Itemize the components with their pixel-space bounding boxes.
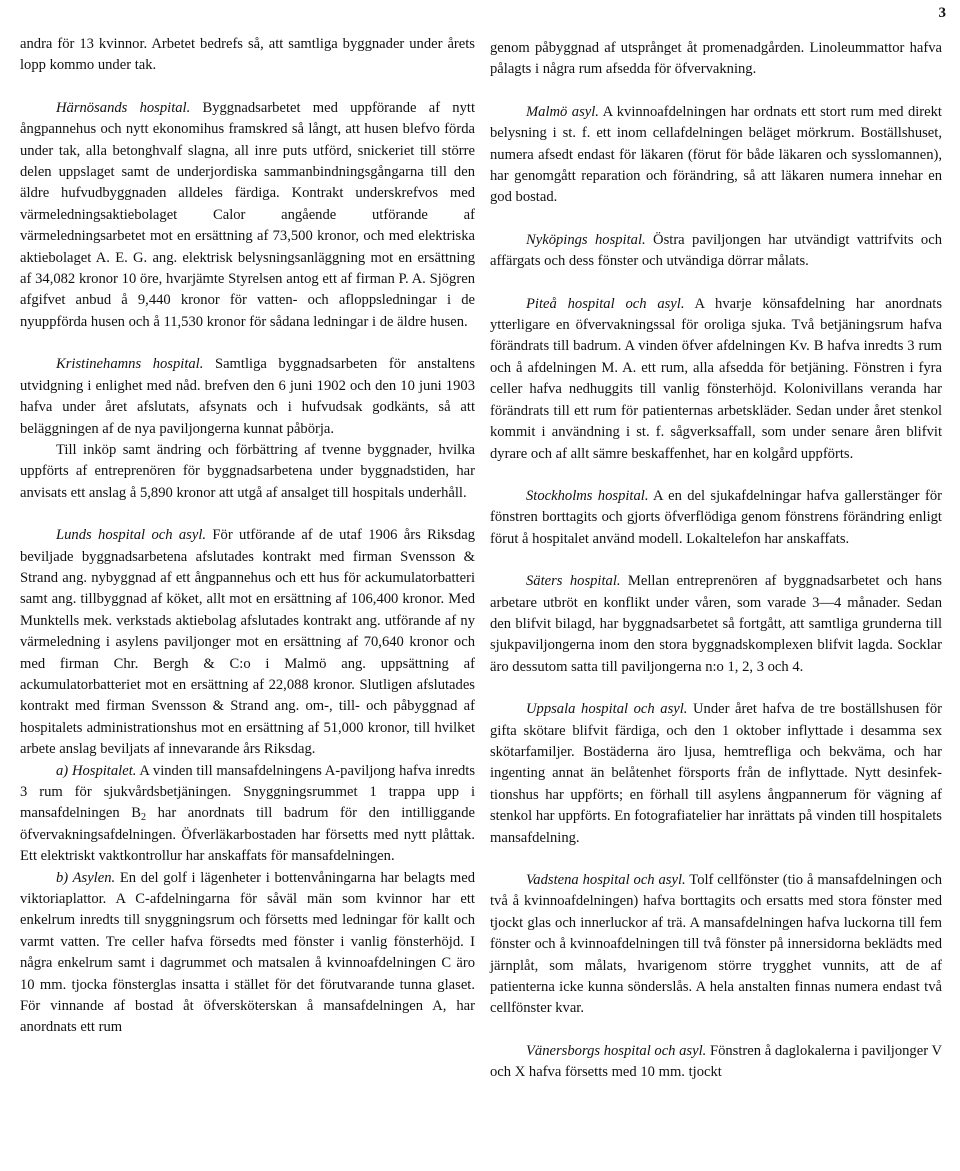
section-heading: Vadstena hospital och asyl.: [526, 872, 686, 888]
page-number: 3: [938, 5, 946, 21]
section-heading: Lunds hospital och asyl.: [56, 527, 207, 544]
section-heading: b) Asylen.: [56, 869, 116, 886]
paragraph-text: Tolf cellfönster (tio å mansafdelningen och två å kvinnoafdelningen) hafva borttagits och ersatts med stora fönster med tjockt glas och innerluckor af trä. A mansafdelningen hafva luckorna till fem fönster och å kvinnoafdelningen till två fönster på innersidorna beklädts med järnplåt, som målats, hvarigenom större trygghet vunnits, att de af patienterna icke kunna sönderslås. A hela anstalten finnas numera endast två cellfönster kvar.: [490, 872, 942, 1017]
paragraph-text: A kvinnoafdelningen har ordnats ett stort rum med direkt belysning i st. f. ett inom cellafdelningen beläget mörkrum. Boställshuset, numera afsedt endast för läkaren (förut för både läkaren och sysslomannen), har genomgått reparation och förändring, så att läkaren numera innehar en god bostad.: [490, 103, 942, 206]
section-heading: Kristinehamns hospital.: [56, 356, 204, 373]
paragraph-text: Under året hafva de tre boställshusen för gifta skötare blifvit färdiga, och den 1 oktober inflyttade i desamma sex skötarfamiljer. Bostäderna äro ljusa, hemtrefliga och bekväma, och har ingenting annat än belåtenhet försports från de inflyttade. Nytt desinfektionshus har uppförts; en förhall till asylens ångpannerum för vägning af stenkol har uppförts. En fotografiatelier har inrättats på vinden till hospitalets mansafdelning.: [490, 701, 942, 846]
paragraph-text: För utförande af de utaf 1906 års Riksdag beviljade byggnadsarbetena afslutades kontrakt med firman Svensson & Strand ang. nybyggnad af ett ångpannehus och ett hus för ackumulatorbatteri samt ang. tillbyggnad af köket, allt mot en ersättning af 106,400 kronor. Med Munktells mek. verkstads aktiebolag afslutades kontrakt ang. utförande af ny värmeledning i asylens paviljonger mot en ersättning af 70,640 kronor och med firman Chr. Bergh & C:o i Malmö ang. uppsättning af ackumulatorbatteriet mot en ersättning af 22,088 kronor. Slutligen afslutades kontrakt med firman Svensson & Strand ang. om-, till- och påbyggnad af hospitalets administrationshus mot en ersättning af 51,000 kronor, till hvilket arbete anslag beviljats af innevarande års Riksdag.: [20, 527, 476, 758]
paragraph-text: andra för 13 kvinnor. Arbetet bedrefs så, att samtliga byggnader under årets lopp kommo under tak.: [20, 36, 475, 74]
paragraph-text: har anordnats till badrum för den intilliggande öfvervakningsafdelningen. Öfverläkarbostaden har försetts med nytt plåttak. Ett elektriskt vaktkontrollur har anskaffats för mansafdelningen.: [20, 805, 476, 865]
section-heading: Piteå hospital och asyl.: [526, 295, 685, 312]
paragraph-p7: [20, 868, 475, 1039]
paragraph-r2: [490, 102, 942, 209]
section-heading: Härnösands hospital.: [56, 99, 191, 116]
paragraph-text: A en del sjukafdelningar hafva gallerstänger för fönstren borttagits och gjorts öfverflödiga genom fönstrens förändring enligt förut å hospitalet använd modell. Lokaltelefon har anskaffats.: [490, 487, 942, 547]
subscript: 2: [141, 812, 146, 824]
paragraph-p5: [20, 525, 475, 760]
paragraph-p4: [20, 440, 475, 504]
paragraph-p3: [20, 354, 475, 440]
paragraph-text: Mellan entreprenören af byggnadsarbetet och hans arbetare utbröt en konflikt under våren, som varade 3—4 månader. Sedan den blifvit bilagd, har byggnadsarbetet så fortgått, att samtliga grunderna till sjukpaviljongerna inom den stora byggnadskomplexen blifvit lagda. Socklar äro dessutom satta till paviljongerna n:o 1, 2, 3 och 4.: [490, 573, 942, 675]
paragraph-text: Östra paviljongen har utvändigt vattrifvits och affärgats och dess fönster och utvändiga dörrar målats.: [490, 231, 942, 270]
paragraph-text: A hvarje könsafdelning har anordnats ytterligare en öfvervakningssal för oroliga sjuka. Två betjäningsrum hafva förändrats till badrum. A vinden öfver afdelningen Kv. B hafva inredts 3 rum och å afdelningen M. A. ett rum, alla afsedda för betjäning. Fönstren i fyra celler hafva nedhuggits till vanlig fönsterhöjd. Kolonivillans veranda har förändrats till ett rum för patienternas arbetskläder. Sedan under året stenkol kommit i användning i st. f. sågverksaffall, som under senare åren blifvit dyrare och af allt sämre beskaffenhet, har en kolgård uppförts.: [490, 295, 942, 462]
paragraph-r5: [490, 486, 942, 550]
paragraph-r9: [490, 1041, 942, 1084]
right-column: [490, 38, 942, 1084]
paragraph-text: Samtliga byggnadsarbeten för anstaltens utvidgning i enlighet med nåd. brefven den 6 juni 1902 och den 10 juni 1903 hafva under året afslutats, afsynats och i hufvudsak godkänts, så att beläggningen af de nya paviljongerna kunnat påbörja.: [20, 356, 475, 437]
section-heading: Stockholms hospital.: [526, 487, 649, 504]
paragraph-text: Fönstren å daglokalerna i paviljonger V och X hafva försetts med 10 mm. tjockt: [490, 1042, 942, 1081]
section-heading: Nyköpings hospital.: [526, 231, 646, 248]
paragraph-r3: [490, 230, 942, 273]
paragraph-p2: [20, 98, 475, 333]
paragraph-r4: [490, 294, 942, 465]
paragraph-r8: [490, 870, 942, 1020]
section-heading: a) Hospitalet.: [56, 762, 137, 779]
paragraph-r6: [490, 571, 942, 678]
paragraph-text: En del golf i lägenheter i bottenvåningarna har belagts med viktoriaplattor. A C-afdelningarna för såväl män som kvinnor har ett enkelrum inredts till snyggningsrum och försetts med ledningar för kallt och varmt vatten. Tre celler hafva försedts med fönster i vanlig fönsterhöjd. I några enkelrum samt i dagrummet och matsalen å kvinnoafdelningen C äro 10 mm. tjocka fönsterglas insatta i stället för det förutvarande tunna glaset. För vinnande af bostad åt öfversköterskan å mansafdelningen A, har anordnats ett rum: [20, 869, 475, 1036]
section-heading: Säters hospital.: [526, 573, 621, 590]
paragraph-text: genom påbyggnad af utsprånget åt promenadgården. Linoleummattor hafva pålagts i några rum afsedda för öfvervakning.: [490, 40, 942, 78]
paragraph-text: Byggnadsarbetet med uppförande af nytt ångpannehus och nytt ekonomihus framskred så långt, att husen blefvo förda under tak, alla betonghvalf slagna, all inre puts utförd, snickeriet till större delen uppslaget samt de underjordiska sammanbindningsgångarna till den äldre hufvudbyggnaden alldeles färdiga. Kontrakt underskrefvos med värmeledningsaktiebolaget Calor angående utförande af värmeledningsarbetet mot en ersättning af 73,500 kronor, och med elektriska aktiebolaget A. E. G. ang. elektrisk belysningsanläggning mot en ersättning af 34,082 kronor 10 öre, hvarjämte Styrelsen antog ett af firman P. A. Sjögren afgifvet anbud å 9,440 kronor för vatten- och afloppsledningar i de nyuppförda husen och å 11,530 kronor för sådana ledningar i de äldre husen.: [20, 99, 475, 330]
paragraph-r1: [490, 38, 942, 81]
paragraph-p1: [20, 34, 475, 77]
left-column: [20, 34, 475, 1039]
paragraph-p6: [20, 761, 475, 868]
section-heading: Malmö asyl.: [526, 103, 599, 120]
paragraph-text: Till inköp samt ändring och förbättring af tvenne byggnader, hvilka uppförts af entreprenören för byggnadsarbetena under byggnadstiden, har anvisats ett anslag å 5,890 kronor att utgå af ansalget till hospitals underhåll.: [20, 441, 475, 501]
paragraph-r7: [490, 699, 942, 849]
paragraph-text: A vinden till mansafdelningens A-paviljong hafva inredts 3 rum för sjukvårdsbetjäningen. Snyggningsrummet 1 trappa upp i mansafdelningen B: [20, 762, 475, 822]
section-heading: Vänersborgs hospital och asyl.: [526, 1042, 707, 1059]
section-heading: Uppsala hospital och asyl.: [526, 701, 688, 718]
